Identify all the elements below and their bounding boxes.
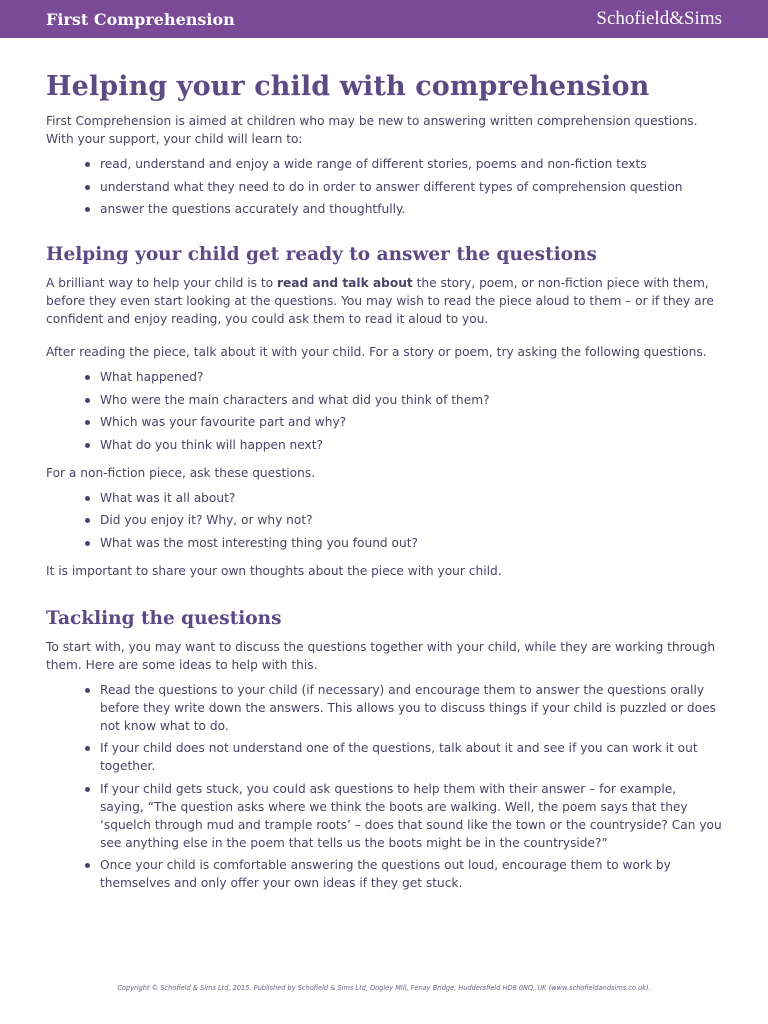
list-item: What was it all about?	[100, 489, 722, 507]
ready-paragraph-1	[46, 274, 722, 328]
list-item: If your child gets stuck, you could ask questions to help them with their answer – for example, saying, “The question asks where we think the boots are walking. Well, the poem says that they ‘squelch through mud and trample roots’ – does that sound like the town or the countryside? Can you see anything else in the poem that tells us the boots might be in the countryside?”	[100, 781, 722, 850]
ready-paragraph-2: After reading the piece, talk about it with your child. For a story or poem, try asking the following questions.	[46, 345, 707, 359]
header-bar	[0, 0, 768, 38]
page-content	[0, 71, 768, 892]
tackling-paragraph-1: To start with, you may want to discuss the questions together with your child, while they are working through them. Here are some ideas to help with this.	[46, 639, 716, 672]
story-questions-list	[46, 368, 722, 454]
text-span: A brilliant way to help your child is to	[46, 276, 278, 290]
section-heading-tackling: Tackling the questions	[46, 607, 282, 629]
list-item: Which was your favourite part and why?	[100, 413, 722, 431]
list-item: answer the questions accurately and thoughtfully.	[100, 200, 722, 218]
nonfiction-questions-list	[46, 489, 722, 552]
text-span: the story, poem, or non-fiction piece with them, before they even start looking at the questions. You may wish to read the piece aloud to them – or if they are confident and enjoy reading, you could ask them to read it aloud to you.	[46, 276, 714, 326]
list-item: What happened?	[100, 368, 722, 386]
copyright-footer: Copyright © Schofield & Sims Ltd, 2015. Published by Schofield & Sims Ltd, Dogley Mill, Fenay Bridge, Huddersfield HD8 0NQ, UK (www.schofieldandsims.co.uk).	[117, 984, 651, 992]
list-item: Did you enjoy it? Why, or why not?	[100, 511, 722, 529]
list-item: What do you think will happen next?	[100, 436, 722, 454]
list-item: If your child does not understand one of the questions, talk about it and see if you can work it out together.	[100, 739, 722, 775]
list-item: read, understand and enjoy a wide range of different stories, poems and non-fiction texts	[100, 155, 722, 173]
ready-paragraph-4: It is important to share your own thoughts about the piece with your child.	[46, 563, 502, 578]
intro-list	[46, 155, 722, 218]
ready-paragraph-3: For a non-fiction piece, ask these questions.	[46, 465, 316, 480]
intro-paragraph: First Comprehension is aimed at children who may be new to answering written comprehension questions. With your support, your child will learn to:	[46, 114, 698, 146]
page-title: Helping your child with comprehension	[46, 71, 650, 102]
list-item: Who were the main characters and what did you think of them?	[100, 391, 722, 409]
tackling-list	[46, 681, 722, 893]
series-title: First Comprehension	[46, 9, 235, 29]
bold-phrase: read and talk about	[277, 276, 413, 290]
publisher-logo: Schofield&Sims	[596, 8, 722, 29]
list-item: What was the most interesting thing you found out?	[100, 534, 722, 552]
list-item: Once your child is comfortable answering the questions out loud, encourage them to work by themselves and only offer your own ideas if they get stuck.	[100, 856, 722, 892]
list-item: Read the questions to your child (if necessary) and encourage them to answer the questions orally before they write down the answers. This allows you to discuss things if your child is puzzled or does not know what to do.	[100, 681, 722, 735]
section-heading-ready: Helping your child get ready to answer the questions	[46, 244, 597, 265]
list-item: understand what they need to do in order to answer different types of comprehension question	[100, 178, 722, 196]
